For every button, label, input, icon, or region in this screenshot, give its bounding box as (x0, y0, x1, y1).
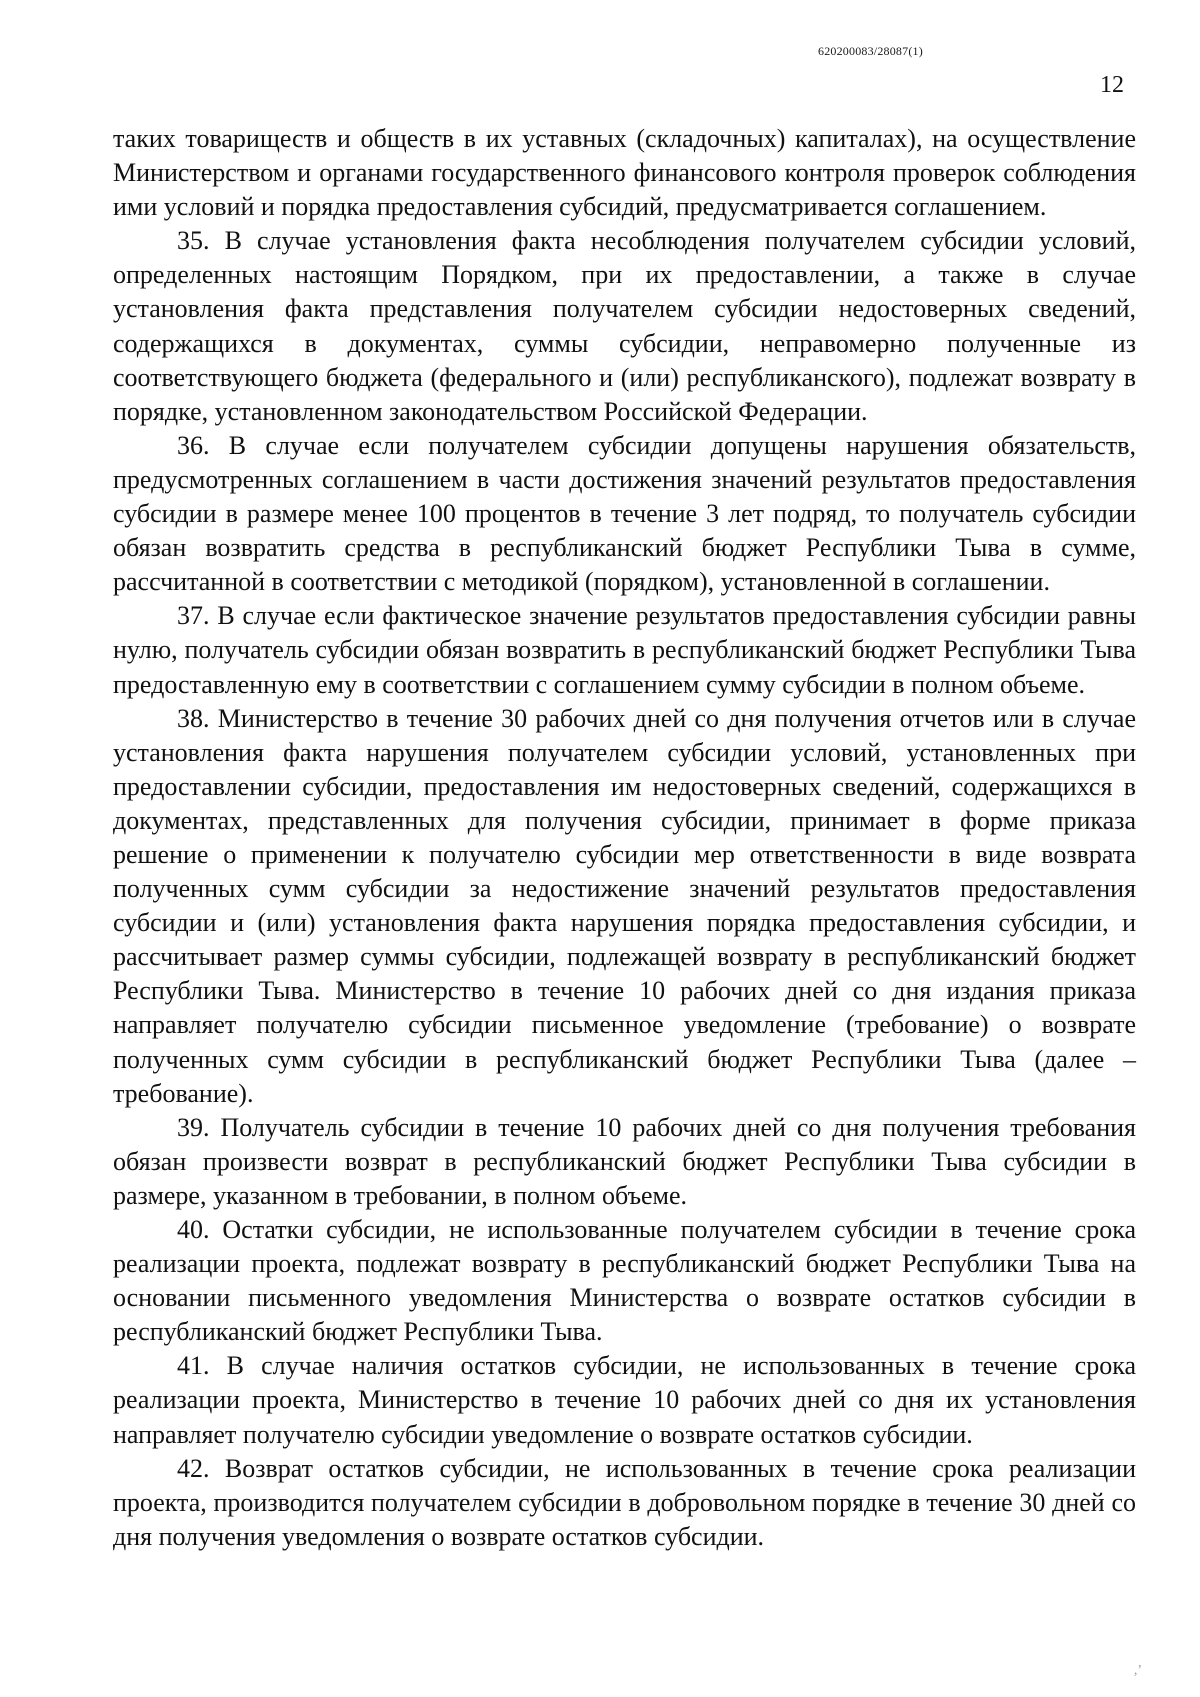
paragraph-39: 39. Получатель субсидии в течение 10 рабочих дней со дня получения требования обязан произвести возврат в республиканский бюджет Республики Тыва субсидии в размере, указанном в требовании, в полном объеме. (113, 1112, 1136, 1210)
paragraph-41: 41. В случае наличия остатков субсидии, не использованных в течение срока реализации проекта, Министерство в течение 10 рабочих дней со дня их установления направляет получателю субсидии уведомление о возврате остатков субсидии. (113, 1351, 1136, 1449)
scan-mark: ,ʼ (1133, 1663, 1142, 1678)
paragraph-40: 40. Остатки субсидии, не использованные получателем субсидии в течение срока реализации проекта, подлежат возврату в республиканский бюджет Республики Тыва на основании письменного уведомления Министерства о возврате остатков субсидии в республиканский бюджет Республики Тыва. (113, 1215, 1136, 1347)
paragraph-37: 37. В случае если фактическое значение результатов предоставления субсидии равны нулю, получатель субсидии обязан возвратить в республиканский бюджет Республики Тыва предоставленную ему в соответствии с соглашением сумму субсидии в полном объеме. (113, 601, 1136, 699)
paragraph-36: 36. В случае если получателем субсидии допущены нарушения обязательств, предусмотренных соглашением в части достижения значений результатов предоставления субсидии в размере менее 100 процентов в течение 3 лет подряд, то получатель субсидии обязан возвратить средства в республиканский бюджет Республики Тыва в сумме, рассчитанной в соответствии с методикой (порядком), установленной в соглашении. (113, 430, 1136, 597)
paragraph-35: 35. В случае установления факта несоблюдения получателем субсидии условий, определенных настоящим Порядком, при их предоставлении, а также в случае установления факта представления получателем субсидии недостоверных сведений, содержащихся в документах, суммы субсидии, неправомерно полученные из соответствующего бюджета (федерального и (или) республиканского), подлежат возврату в порядке, установленном законодательством Российской Федерации. (113, 226, 1136, 426)
paragraph-continuation: таких товариществ и обществ в их уставных (складочных) капиталах), на осуществление Министерством и органами государственного финансового контроля проверок соблюдения ими условий и порядка предоставления субсидий, предусматривается соглашением. (113, 124, 1136, 222)
document-body (113, 122, 1136, 1554)
paragraph-38: 38. Министерство в течение 30 рабочих дней со дня получения отчетов или в случае установления факта нарушения получателем субсидии условий, установленных при предоставлении субсидии, предоставления им недостоверных сведений, содержащихся в документах, представленных для получения субсидии, принимает в форме приказа решение о применении к получателю субсидии мер ответственности в виде возврата полученных сумм субсидии за недостижение значений результатов предоставления субсидии и (или) установления факта нарушения порядка предоставления субсидии, и рассчитывает размер суммы субсидии, подлежащей возврату в республиканский бюджет Республики Тыва. Министерство в течение 10 рабочих дней со дня издания приказа направляет получателю субсидии письменное уведомление (требование) о возврате полученных сумм субсидии в республиканский бюджет Республики Тыва (далее – требование). (113, 703, 1136, 1108)
document-id: 620200083/28087(1) (818, 44, 923, 58)
paragraph-42: 42. Возврат остатков субсидии, не использованных в течение срока реализации проекта, производится получателем субсидии в добровольном порядке в течение 30 дней со дня получения уведомления о возврате остатков субсидии. (113, 1453, 1136, 1551)
page-number: 12 (1100, 72, 1124, 98)
